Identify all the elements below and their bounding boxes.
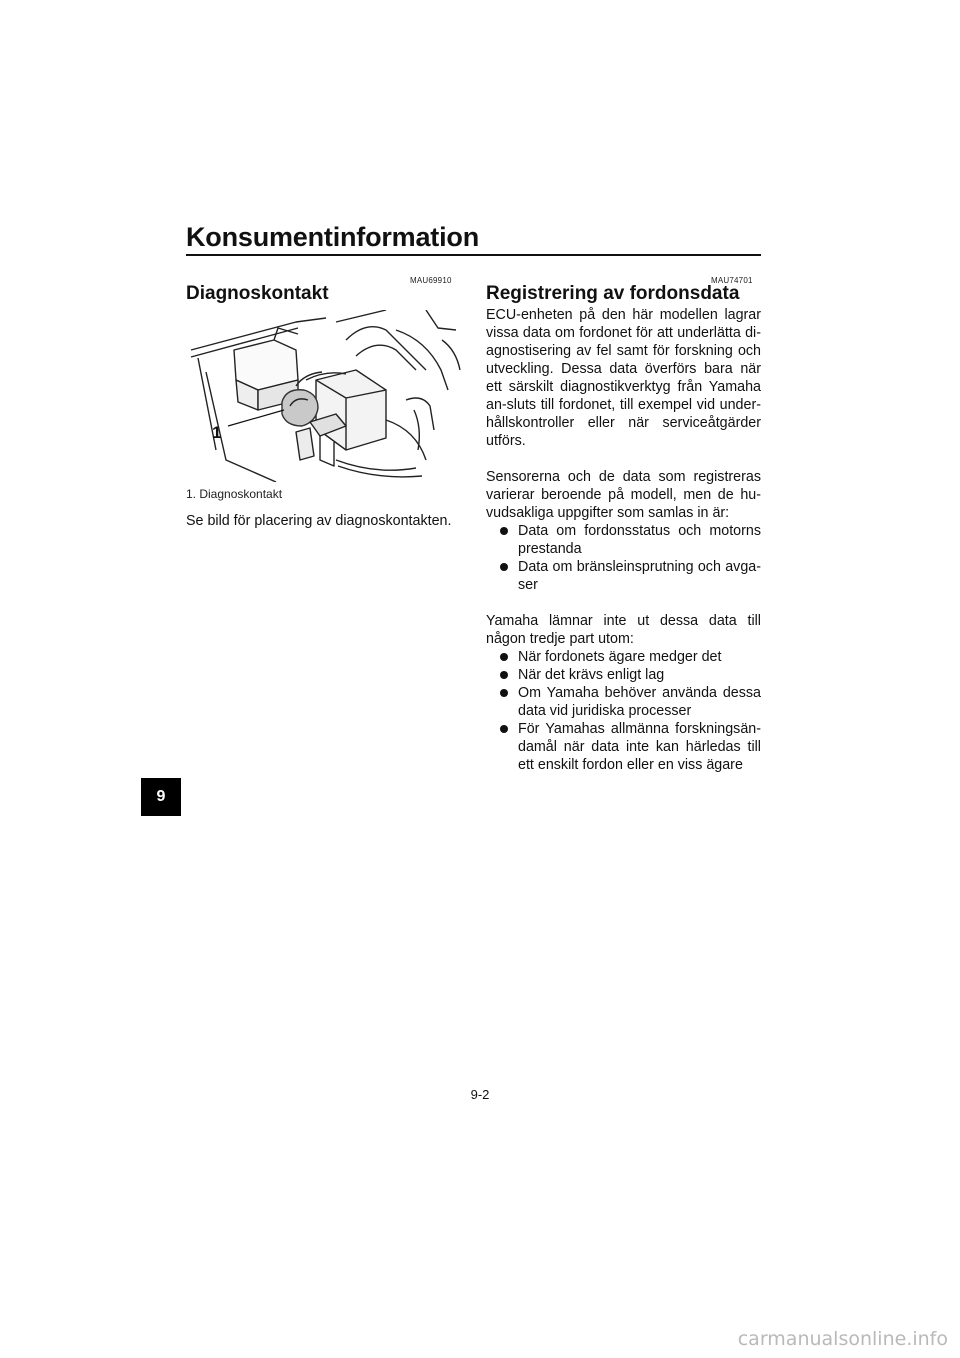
page-header: Konsumentinformation — [186, 222, 479, 252]
left-body-text: Se bild för placering av diagnoskontakten. — [186, 513, 452, 529]
bullet-list-1 — [486, 522, 761, 594]
list-item: När fordonets ägare medger det — [486, 648, 761, 666]
page-number: 9-2 — [470, 1087, 490, 1102]
list-item: När det krävs enligt lag — [486, 666, 761, 684]
bullet-icon — [500, 563, 508, 571]
list-item: För Yamahas allmänna forskningsän-damål när data inte kan härledas till ett enskilt fordon eller en viss ägare — [486, 720, 761, 774]
right-section-title: Registrering av fordonsdata — [486, 283, 740, 304]
list-item: Om Yamaha behöver använda dessa data vid juridiska processer — [486, 684, 761, 720]
paragraph-3: Yamaha lämnar inte ut dessa data till någon tredje part utom: — [486, 613, 761, 647]
bullet-icon — [500, 653, 508, 661]
left-section-code: MAU69910 — [410, 276, 452, 285]
bullet-icon — [500, 725, 508, 733]
watermark: carmanualsonline.info — [737, 1328, 948, 1350]
diagnostic-connector-illustration — [186, 310, 462, 482]
list-item: Data om fordonsstatus och motorns prestanda — [486, 522, 761, 558]
right-body — [486, 306, 761, 792]
bullet-list-2 — [486, 648, 761, 774]
bullet-icon — [500, 689, 508, 697]
right-section-code: MAU74701 — [711, 276, 753, 285]
list-item: Data om bränsleinsprutning och avga-ser — [486, 558, 761, 594]
paragraph-1: ECU-enheten på den här modellen lagrar vissa data om fordonet för att underlätta di-agnostisering av fel samt för forskning och utveckling. Dessa data överförs bara när ett särskilt diagnostikverktyg från Yamaha an-sluts till fordonet, till exempel vid under-hållskontroller eller när serviceåtgärder utförs. — [486, 307, 761, 449]
figure-caption: 1. Diagnoskontakt — [186, 487, 283, 501]
paragraph-2: Sensorerna och de data som registreras varierar beroende på modell, men de hu-vudsakliga uppgifter som samlas in är: — [486, 469, 761, 521]
engine-bay-drawing — [186, 310, 462, 482]
chapter-tab: 9 — [141, 778, 181, 816]
header-rule — [186, 254, 761, 256]
bullet-icon — [500, 671, 508, 679]
callout-leader-line — [228, 410, 284, 426]
left-section-title: Diagnoskontakt — [186, 283, 329, 304]
figure-callout-1: 1 — [212, 423, 222, 442]
bullet-icon — [500, 527, 508, 535]
